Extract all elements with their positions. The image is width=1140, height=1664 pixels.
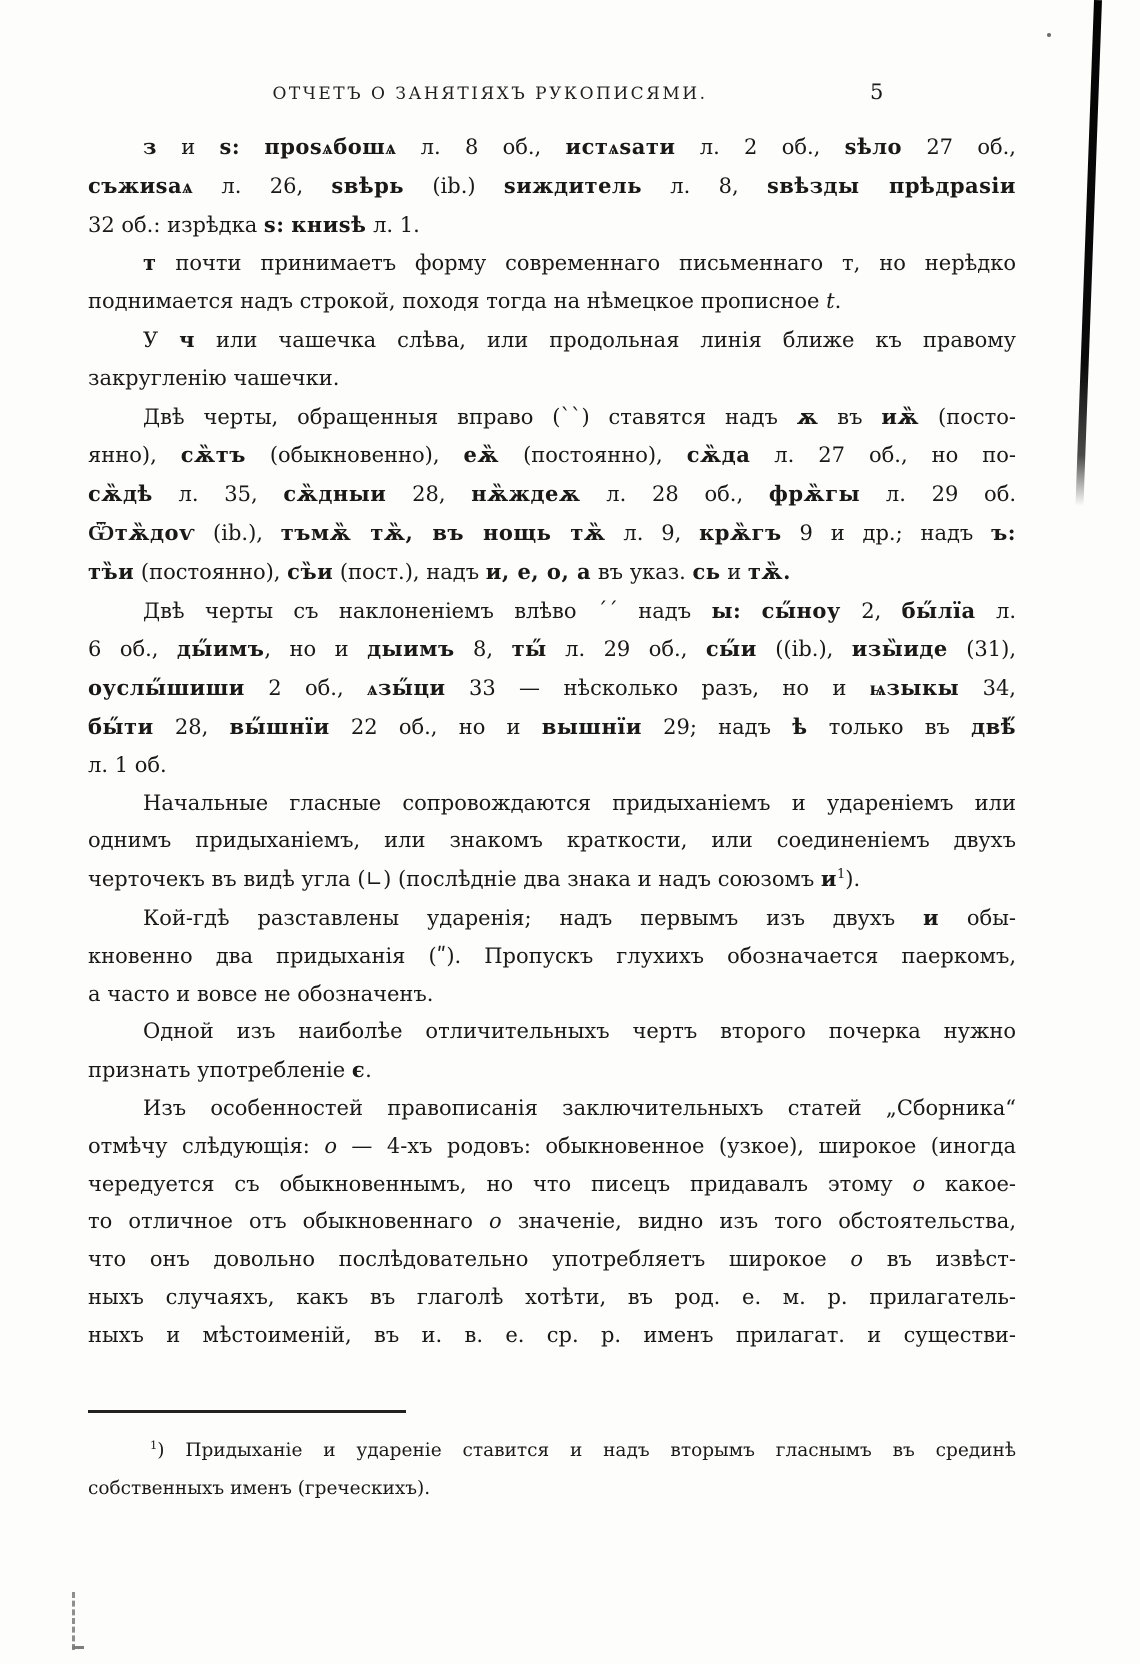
text-segment: (ib.), <box>195 520 281 545</box>
text-line <box>88 360 1016 398</box>
text-segment: л. 29 об., <box>546 637 706 662</box>
footnote-separator <box>88 1410 406 1413</box>
slavonic-text: ты̋ <box>511 636 547 662</box>
slavonic-text: бы̋ти <box>88 713 154 739</box>
text-segment: закругленію чашечки. <box>88 365 340 390</box>
scan-speck-artifact <box>1047 33 1051 37</box>
text-line <box>88 976 1016 1014</box>
text-segment: t <box>826 289 835 314</box>
text-line <box>88 1317 1016 1355</box>
text-segment <box>240 135 264 159</box>
text-segment: (пост.), надъ <box>333 559 486 584</box>
text-segment: собственныхъ именъ (греческихъ). <box>88 1478 431 1499</box>
slavonic-text: и <box>922 904 940 930</box>
text-segment: — 4-хъ родовъ: обыкновенное (узкое), широкое (иногда <box>336 1133 1016 1158</box>
text-segment: 27 об., <box>902 135 1016 159</box>
text-line <box>88 1470 1016 1508</box>
text-segment: 6 об., <box>88 637 177 662</box>
text-segment: въ указ. <box>591 559 693 584</box>
text-line <box>88 436 1016 475</box>
text-segment: ). <box>845 867 861 892</box>
text-segment: л. <box>975 598 1016 623</box>
text-line <box>88 283 1016 321</box>
text-segment: 9 и др.; надъ <box>781 520 992 545</box>
text-segment: (посто- <box>919 404 1016 429</box>
text-line <box>88 1279 1016 1317</box>
text-segment: л. 1 об. <box>88 752 167 777</box>
text-segment: Одной изъ наиболѣе отличительныхъ чертъ второго почерка нужно <box>143 1019 1016 1044</box>
slavonic-text: ы: <box>711 597 742 623</box>
text-line <box>88 1166 1016 1204</box>
text-line <box>88 1128 1016 1166</box>
text-segment: а часто и вовсе не обозначенъ. <box>88 981 434 1006</box>
text-segment: только въ <box>807 714 972 739</box>
text-line <box>88 1090 1016 1128</box>
slavonic-text: ѕ: <box>263 211 285 237</box>
footnote-paragraph <box>88 1432 1016 1508</box>
text-segment: л. 35, <box>152 482 284 507</box>
text-segment: л. 26, <box>193 173 332 198</box>
paragraph <box>88 1090 1016 1355</box>
text-segment: признать употребленіе <box>88 1058 352 1083</box>
text-segment: о <box>324 1133 337 1158</box>
slavonic-text: Ѿтѫ̏доѵ <box>88 519 196 545</box>
slavonic-text: съжиѕаѧ <box>88 172 194 198</box>
text-segment: л. 27 об., но по- <box>750 443 1016 468</box>
text-segment: . <box>365 1058 372 1083</box>
text-segment: однимъ придыханіемъ, или знакомъ краткости, или соединеніемъ двухъ <box>88 828 1016 853</box>
paragraph <box>88 398 1016 592</box>
text-segment: Двѣ черты съ наклоненіемъ влѣво ´´ надъ <box>143 598 712 623</box>
slavonic-text: истѧѕати <box>565 134 676 159</box>
slavonic-text: тъ̏и <box>88 558 135 584</box>
text-line <box>88 669 1016 708</box>
text-line <box>88 244 1016 283</box>
text-segment: (постоянно), <box>134 559 288 584</box>
slavonic-text: вышнїи <box>541 713 642 739</box>
text-line <box>88 321 1016 360</box>
text-segment: Кой-гдѣ разставлены ударенія; надъ первымъ изъ двухъ <box>143 905 923 930</box>
paragraph <box>88 592 1016 785</box>
text-segment: 28, <box>386 482 472 507</box>
paragraph <box>88 128 1016 244</box>
corner-mark-artifact <box>72 1592 87 1650</box>
text-segment: л. 2 об., <box>675 135 845 159</box>
text-line <box>88 1013 1016 1051</box>
text-line <box>88 1432 1016 1470</box>
slavonic-text: ч <box>179 326 196 352</box>
slavonic-text: оуслы̋шиши <box>88 675 245 701</box>
slavonic-text: ѣ <box>792 713 808 739</box>
slavonic-text: изы̏иде <box>851 636 948 662</box>
slavonic-text: ѕвѣзды прѣдраѕіи <box>766 172 1016 198</box>
text-segment: (постоянно), <box>499 443 687 468</box>
page-title: ОТЧЕТЪ О ЗАНЯТІЯХЪ РУКОПИСЯМИ. <box>272 84 708 104</box>
slavonic-text: ѕвѣрь <box>331 172 405 198</box>
slavonic-text: и, е, о, а <box>485 558 592 584</box>
text-line <box>88 899 1016 938</box>
text-segment: ныхъ случаяхъ, какъ въ глаголѣ хотѣти, въ род. е. м. р. прилагатель- <box>88 1284 1016 1309</box>
text-segment: . <box>834 289 842 314</box>
slavonic-text: проѕѧбошѧ <box>264 134 397 159</box>
text-line <box>88 785 1016 823</box>
text-segment: л. 1. <box>366 212 420 237</box>
text-segment: Начальные гласные сопровождаются придыханіемъ и удареніемъ или <box>143 790 1016 815</box>
slavonic-text: ѕ: <box>219 134 241 159</box>
text-segment <box>741 599 761 623</box>
slavonic-text: сы̋и <box>705 636 757 662</box>
slavonic-text: сѫ̏дныи <box>283 481 387 507</box>
text-segment: о <box>912 1171 926 1196</box>
text-segment: ) Придыханіе и удареніе ставится и надъ вторымъ гласнымъ въ срединѣ <box>157 1440 1016 1461</box>
text-segment: что онъ довольно послѣдовательно употребляетъ широкое <box>88 1247 851 1272</box>
text-line <box>88 514 1016 553</box>
page-number: 5 <box>870 80 884 104</box>
slavonic-text: нѫ̏ждеѫ <box>471 481 581 507</box>
slavonic-text: ѕѣло <box>844 134 903 159</box>
text-segment: 33 — нѣсколько разъ, но и <box>445 676 870 701</box>
slavonic-text: тѫ̏. <box>747 558 791 584</box>
text-segment: ныхъ и мѣстоименій, въ и. в. е. ср. р. именъ прилагат. и существи- <box>88 1322 1016 1347</box>
text-line <box>88 708 1016 747</box>
slavonic-text: иѫ̏ <box>881 403 920 429</box>
text-segment: 28, <box>153 714 230 739</box>
text-segment: 34, <box>959 676 1016 701</box>
slavonic-text: ѩзыкы <box>869 675 960 701</box>
text-segment: л. 8, <box>641 173 767 198</box>
slavonic-text: двѣ̋ <box>971 713 1017 739</box>
text-segment: (31), <box>947 637 1017 662</box>
slavonic-text: сь <box>692 558 721 584</box>
slavonic-text: фрѫ̏гы <box>768 481 861 507</box>
footnote <box>88 1432 1016 1508</box>
text-segment: и <box>156 135 220 159</box>
text-segment: 2 об., <box>244 676 368 701</box>
text-block <box>88 128 1016 1355</box>
slavonic-text: сѫ̏да <box>686 442 751 468</box>
scan-edge-artifact <box>1075 0 1102 506</box>
text-line <box>88 822 1016 860</box>
text-segment: черточекъ въ видѣ угла (∟) (послѣдніе два знака и надъ союзомъ <box>88 867 821 892</box>
text-segment: (ib.) <box>404 173 504 198</box>
slavonic-text: дыимъ <box>367 636 455 662</box>
corner-mark-artifact <box>72 1646 84 1649</box>
text-segment: Двѣ черты, обращенныя вправо (``) ставятся надъ <box>143 404 797 429</box>
slavonic-text: ды̋имъ <box>176 636 265 662</box>
text-line <box>88 1051 1016 1090</box>
text-segment: въ <box>818 404 882 429</box>
paragraph <box>88 1013 1016 1090</box>
text-segment: 2, <box>840 598 902 623</box>
text-segment: кновенно два придыханія (ʺ). Пропускъ глухихъ обозначается паеркомъ, <box>88 943 1016 968</box>
text-segment: Изъ особенностей правописанія заключительныхъ статей „Сборника“ <box>143 1095 1016 1120</box>
running-header <box>88 80 1016 114</box>
slavonic-text: съ̏и <box>287 558 334 584</box>
text-line <box>88 206 1016 245</box>
paragraph <box>88 321 1016 398</box>
text-line <box>88 860 1016 899</box>
text-segment: ((ib.), <box>756 637 852 662</box>
text-line <box>88 630 1016 669</box>
paragraph <box>88 244 1016 321</box>
text-segment: отмѣчу слѣдующія: <box>88 1133 325 1158</box>
slavonic-text: вы̋шнїи <box>229 713 330 739</box>
text-segment: о <box>488 1209 502 1234</box>
slavonic-text: з <box>143 134 157 159</box>
slavonic-text: ѕиждитель <box>503 172 642 198</box>
slavonic-text: бы̋лїа <box>901 597 976 623</box>
text-segment: 1 <box>836 867 846 883</box>
slavonic-text: т <box>143 250 157 276</box>
slavonic-text: и <box>820 866 837 892</box>
text-line <box>88 938 1016 976</box>
slavonic-text: еѫ̏ <box>463 442 500 468</box>
text-segment: л. 29 об. <box>860 482 1017 507</box>
text-line <box>88 747 1016 785</box>
slavonic-text: сѫ̏тъ <box>180 442 246 468</box>
text-segment: или чашечка слѣва, или продольная линія ближе къ правому <box>195 327 1016 352</box>
slavonic-text: тъмѫ̏ тѫ̏, въ нощь тѫ̏ <box>280 519 606 545</box>
text-segment: л. 9, <box>605 520 700 545</box>
text-segment: 32 об.: изрѣдка <box>88 212 264 237</box>
slavonic-text: ѫ <box>796 403 819 429</box>
text-segment: янно), <box>88 443 181 468</box>
text-line <box>88 398 1016 437</box>
slavonic-text: ѧзы̋ци <box>367 675 446 701</box>
text-segment: поднимается надъ строкой, походя тогда на нѣмецкое прописное <box>88 289 827 314</box>
text-segment: 1 <box>150 1437 158 1452</box>
text-segment: 22 об., но и <box>329 714 542 739</box>
text-line <box>88 167 1016 206</box>
slavonic-text: сы̋ноу <box>761 597 841 623</box>
text-line <box>88 128 1016 167</box>
slavonic-text: книѕѣ <box>291 211 367 237</box>
text-segment: 8, <box>454 637 512 662</box>
slavonic-text: сѫ̏дѣ <box>88 481 153 507</box>
text-segment: 29; надъ <box>641 714 793 739</box>
text-line <box>88 592 1016 631</box>
text-segment: то отличное отъ обыкновеннаго <box>88 1209 489 1234</box>
text-segment: У <box>143 327 180 352</box>
slavonic-text: ъ: <box>991 519 1016 545</box>
text-segment: чередуется съ обыкновеннымъ, но что писецъ придавалъ этому <box>88 1171 913 1196</box>
text-segment: о <box>850 1247 864 1272</box>
slavonic-text: є <box>351 1057 366 1083</box>
slavonic-text: крѫ̏гъ <box>699 519 782 545</box>
paragraph <box>88 785 1016 899</box>
text-segment: въ извѣст- <box>863 1247 1016 1272</box>
text-segment: какое- <box>925 1171 1016 1196</box>
text-segment: , но и <box>264 637 368 662</box>
text-segment: л. 8 об., <box>396 135 566 159</box>
paragraph <box>88 899 1016 1013</box>
text-segment: и <box>720 559 748 584</box>
text-segment: л. 28 об., <box>580 482 769 507</box>
text-segment: значеніе, видно изъ того обстоятельства, <box>501 1209 1017 1234</box>
text-segment: почти принимаетъ форму современнаго письменнаго т, но нерѣдко <box>156 251 1016 276</box>
text-line <box>88 1203 1016 1241</box>
text-line <box>88 1241 1016 1279</box>
text-line <box>88 475 1016 514</box>
text-line <box>88 553 1016 592</box>
text-segment: (обыкновенно), <box>245 443 464 468</box>
text-segment: обы- <box>939 905 1017 930</box>
